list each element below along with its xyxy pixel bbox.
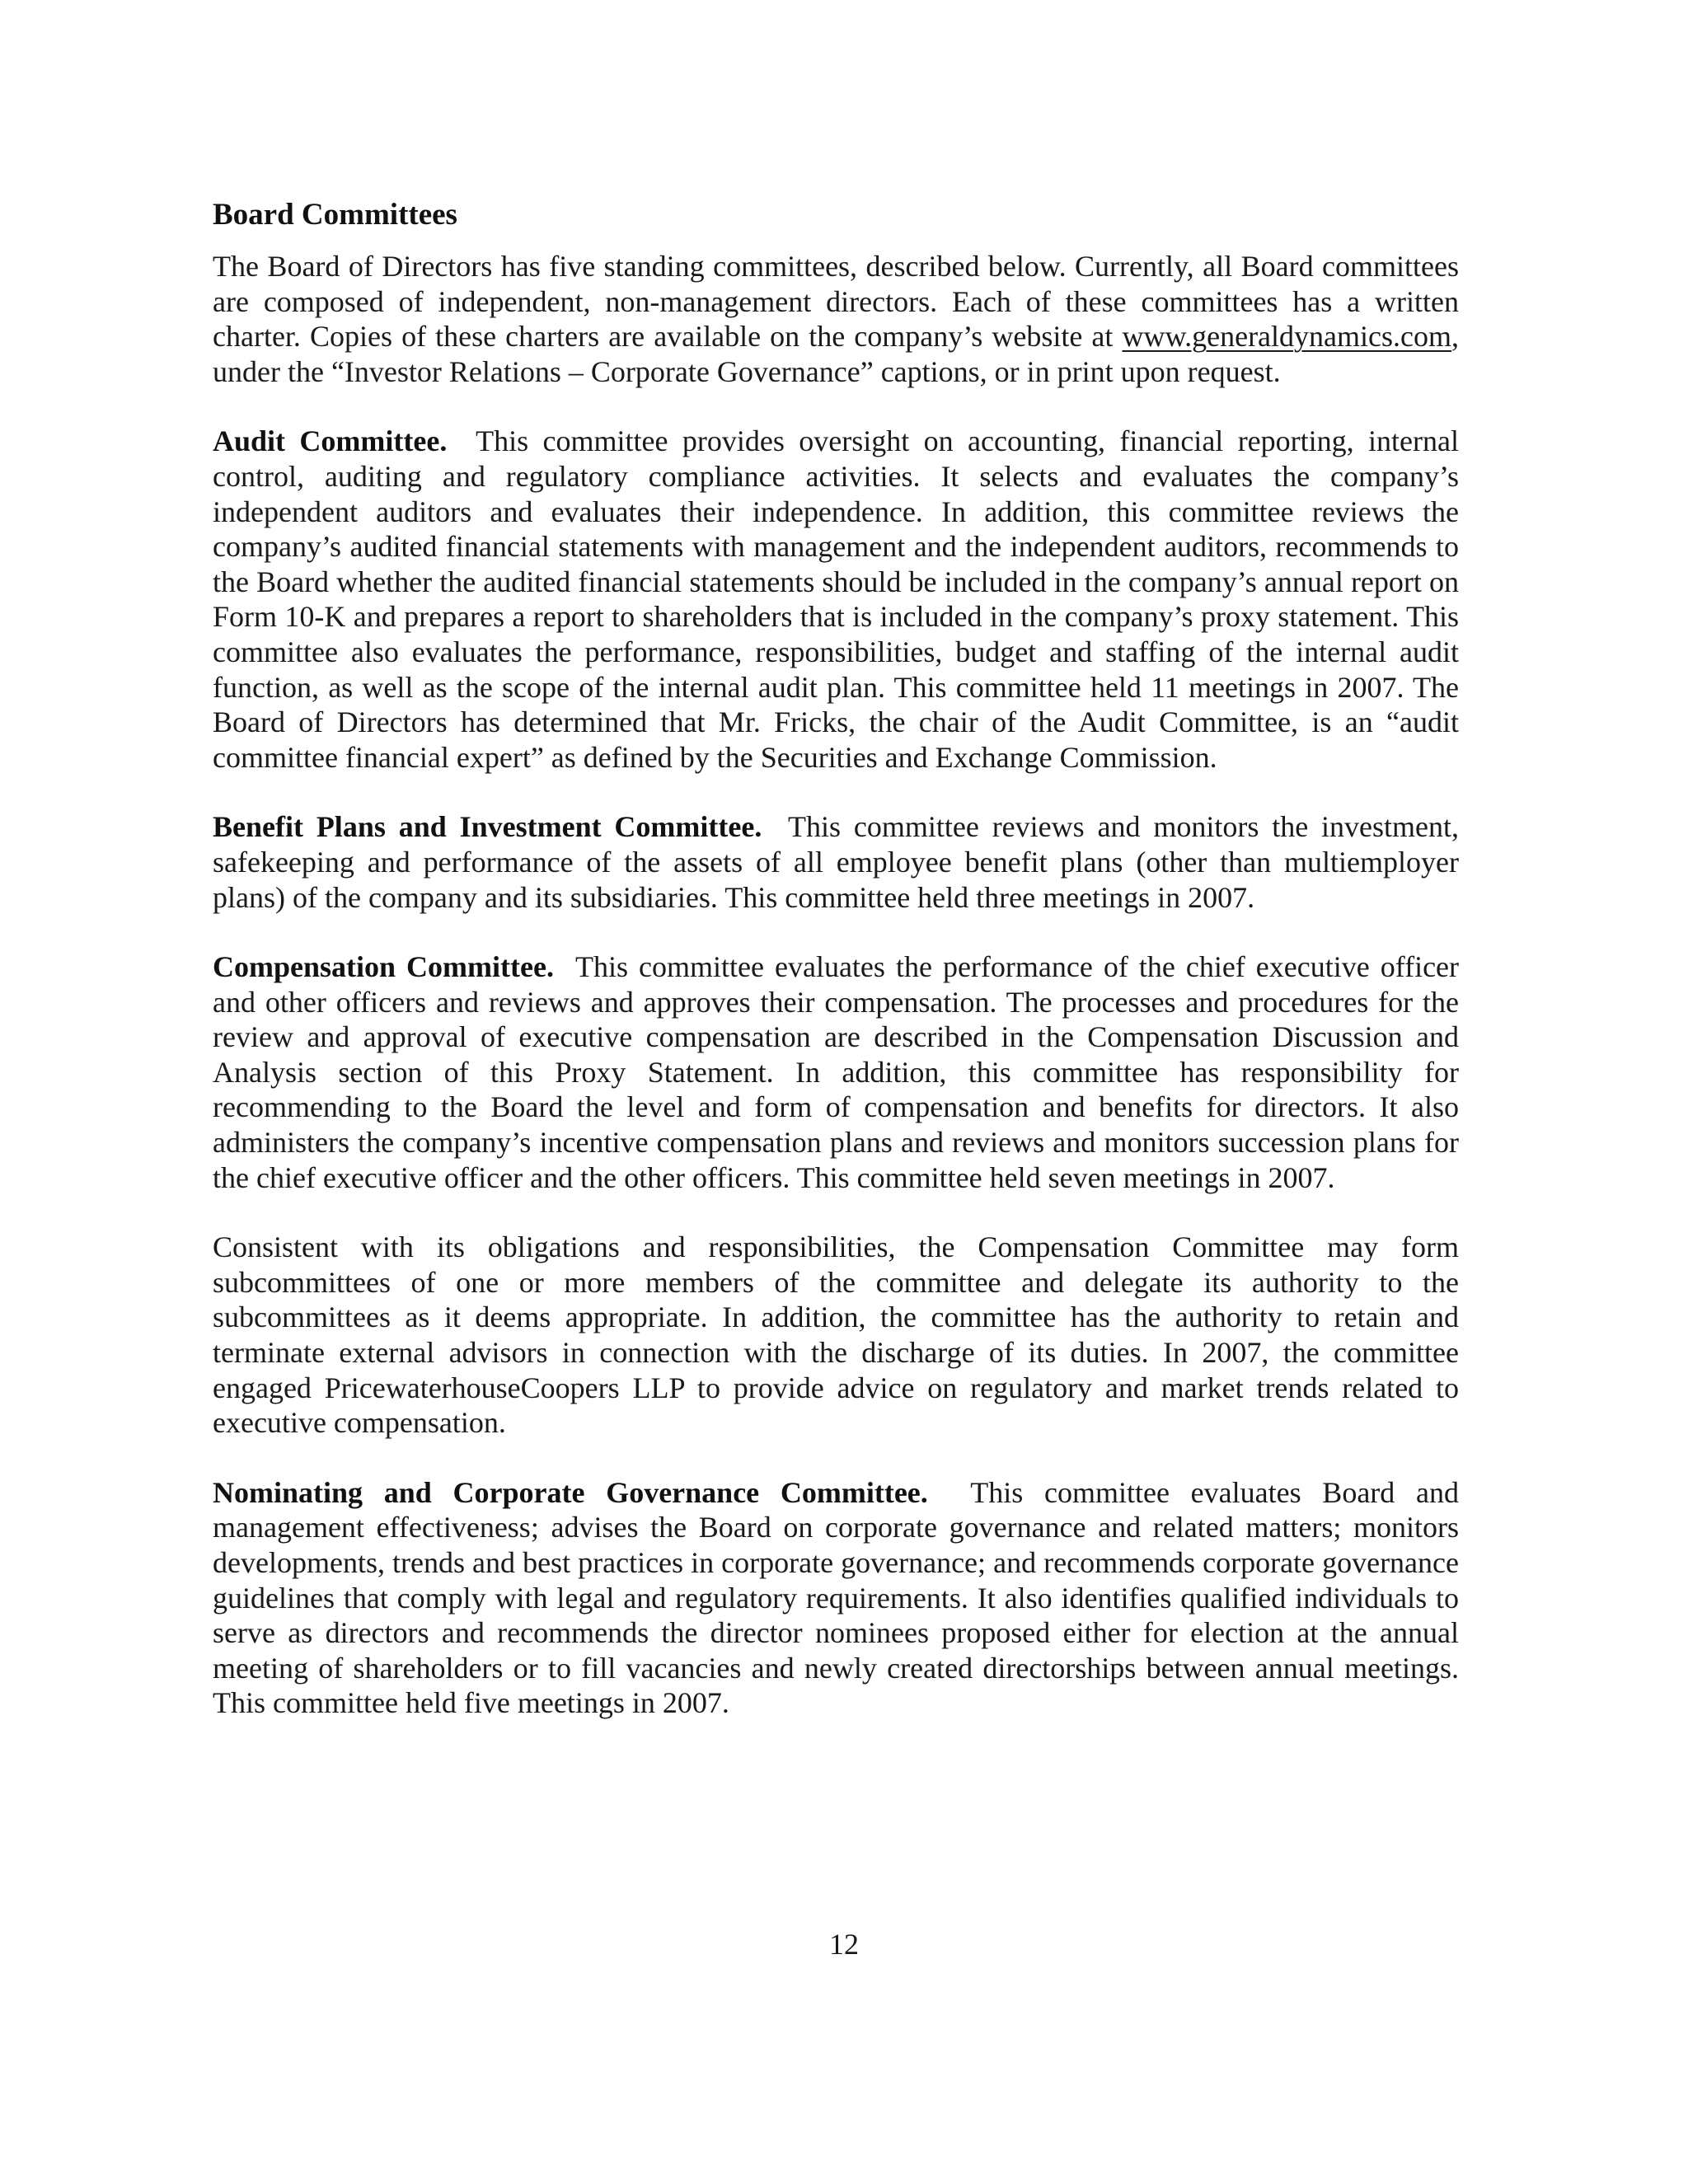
audit-committee-heading: Audit Committee. [213,424,448,458]
benefit-plans-paragraph [213,809,1459,915]
nominating-committee-heading: Nominating and Corporate Governance Committee. [213,1475,928,1509]
audit-committee-text: This committee provides oversight on accounting, financial reporting, internal control, auditing and regulatory compliance activities. It selects and evaluates the company’s independent auditors and evaluates their independence. In addition, this committee reviews the company’s audited financial statements with management and the independent auditors, recommends to the Board whether the audited financial statements should be included in the company’s annual report on Form 10-K and prepares a report to shareholders that is included in the company’s proxy statement. This committee also evaluates the performance, responsibilities, budget and staffing of the internal audit function, as well as the scope of the internal audit plan. This committee held 11 meetings in 2007. The Board of Directors has determined that Mr. Fricks, the chair of the Audit Committee, is an “audit committee financial expert” as defined by the Securities and Exchange Commission. [213,424,1459,774]
nominating-committee-paragraph [213,1475,1459,1721]
nominating-committee-text: This committee evaluates Board and management effectiveness; advises the Board on corporate governance and related matters; monitors developments, trends and best practices in corporate governance; and recommends corporate governance guidelines that comply with legal and regulatory requirements. It also identifies qualified individuals to serve as directors and recommends the director nominees proposed either for election at the annual meeting of shareholders or to fill vacancies and newly created directorships between annual meetings. This committee held five meetings in 2007. [213,1475,1459,1720]
benefit-plans-text: This committee reviews and monitors the investment, safekeeping and performance of the assets of all employee benefit plans (other than multiemployer plans) of the company and its subsidiaries. This committee held three meetings in 2007. [213,810,1459,914]
page-number: 12 [829,1928,859,1961]
compensation-committee-text: This committee evaluates the performance of the chief executive officer and other officers and reviews and approves their compensation. The processes and procedures for the review and approval of executive compensation are described in the Compensation Discussion and Analysis section of this Proxy Statement. In addition, this committee has responsibility for recommending to the Board the level and form of compensation and benefits for directors. It also administers the company’s incentive compensation plans and reviews and monitors succession plans for the chief executive officer and the other officers. This committee held seven meetings in 2007. [213,950,1460,1194]
section-title: Board Committees [213,198,457,232]
intro-text-end: , under the “Investor Relations – Corporate Governance” captions, or in print upon request. [213,320,1459,388]
compensation-committee-heading: Compensation Committee. [213,950,554,984]
benefit-plans-heading: Benefit Plans and Investment Committee. [213,810,762,844]
website-link[interactable]: www.generaldynamics.com [1122,320,1451,354]
document-body [213,196,1459,1755]
intro-text-start: The Board of Directors has five standing committees, described below. Currently, all Board committees are composed of independent, non-management directors. Each of these committees has a written charter. Copies of these charters are available on the company’s website at [213,250,1459,354]
compensation-followup-paragraph: Consistent with its obligations and responsibilities, the Compensation Committee may form subcommittees of one or more members of the committee and delegate its authority to the subcommittees as it deems appropriate. In addition, the committee has the authority to retain and terminate external advisors in connection with the discharge of its duties. In 2007, the committee engaged PricewaterhouseCoopers LLP to provide advice on regulatory and market trends related to executive compensation. [213,1230,1459,1440]
compensation-committee-paragraph [213,949,1459,1195]
intro-paragraph [213,249,1459,389]
audit-committee-paragraph [213,424,1459,775]
